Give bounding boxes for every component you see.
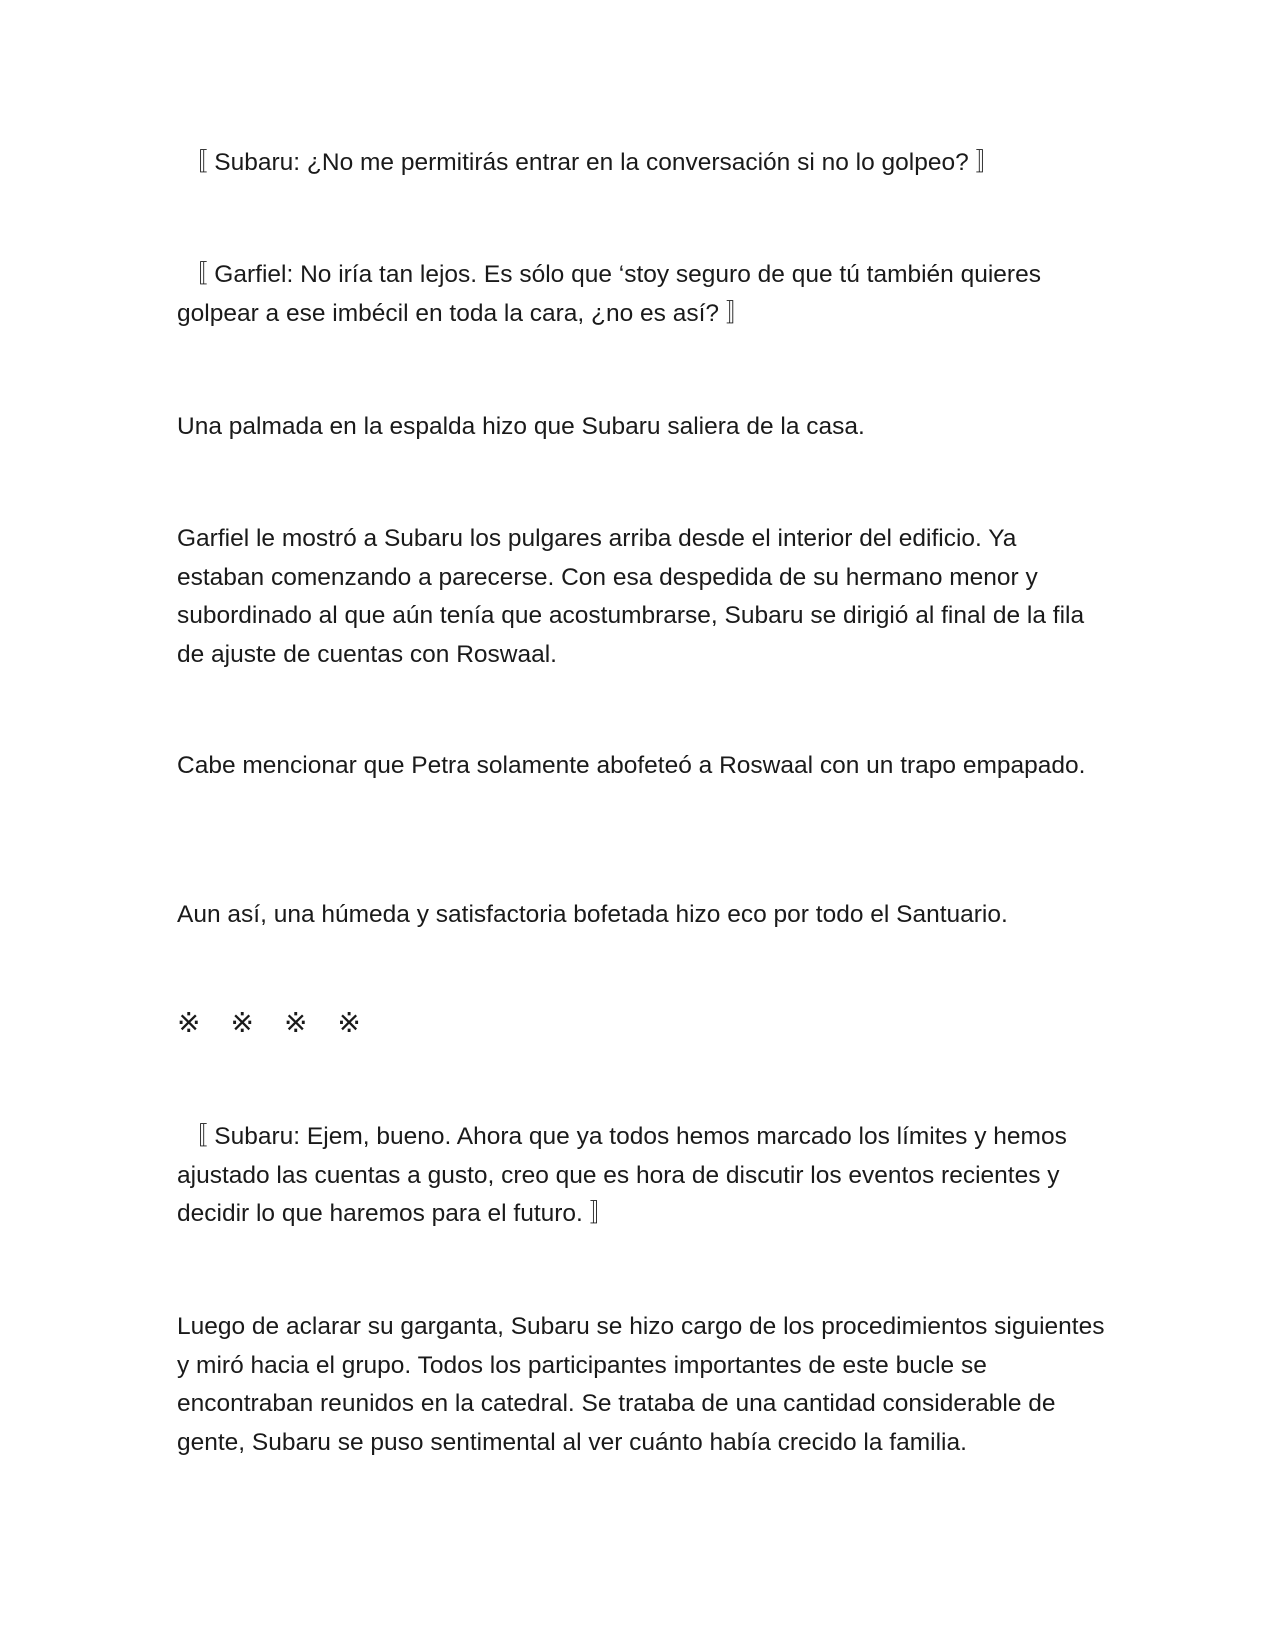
- paragraph-thumbs-up: Garfiel le mostró a Subaru los pulgares arriba desde el interior del edificio. Ya estaban comenzando a parecerse. Con esa despedida de su hermano menor y subordinado al que aún tenía que acostumbrarse, Subaru se dirigió al final de la fila de ajuste de cuentas con Roswaal.: [177, 525, 1085, 668]
- separator-mark: ※: [177, 1006, 201, 1039]
- paragraph-subaru-question: 〚 Subaru: ¿No me permitirás entrar en la conversación si no lo golpeo? 〛: [183, 149, 1001, 176]
- separator-mark: ※: [337, 1006, 361, 1039]
- separator-mark: ※: [230, 1006, 254, 1039]
- paragraph-sanctuary-echo: Aun así, una húmeda y satisfactoria bofetada hizo eco por todo el Santuario.: [177, 901, 1008, 928]
- paragraph-family-grown: Luego de aclarar su garganta, Subaru se hizo cargo de los procedimientos siguientes y miró hacia el grupo. Todos los participantes importantes de este bucle se encontraban reunidos en la catedral. Se trataba de una cantidad considerable de gente, Subaru se puso sentimental al ver cuánto había crecido la familia.: [177, 1313, 1105, 1456]
- paragraph-petra-slap: Cabe mencionar que Petra solamente abofeteó a Roswaal con un trapo empapado.: [177, 752, 1086, 779]
- paragraph-pat-on-back: Una palmada en la espalda hizo que Subaru saliera de la casa.: [177, 413, 865, 440]
- section-separator: [177, 1006, 361, 1039]
- separator-mark: ※: [283, 1006, 308, 1039]
- paragraph-subaru-ahem: 〚 Subaru: Ejem, bueno. Ahora que ya todos hemos marcado los límites y hemos ajustado las cuentas a gusto, creo que es hora de discutir los eventos recientes y decidir lo que haremos para el futuro. 〛: [177, 1123, 1067, 1227]
- paragraph-garfiel-reply: 〚 Garfiel: No iría tan lejos. Es sólo que ‘stoy seguro de que tú también quieres golpear a ese imbécil en toda la cara, ¿no es así? 〛: [177, 261, 1041, 327]
